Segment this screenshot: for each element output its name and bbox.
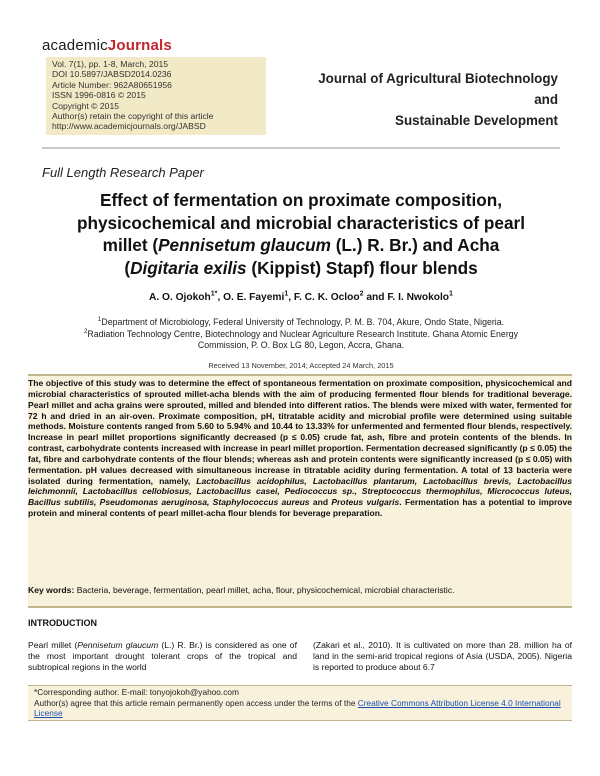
affiliation-2-text: Radiation Technology Centre, Biotechnology and Nuclear Agriculture Research Institute. Ghana Atomic Energy [87,328,519,339]
license-notice [34,698,570,719]
abstract-part-b: . Fermentation has a potential to improve protein and mineral contents of pearl millet-acha flour blends for beverage preparation. [28,497,572,519]
affiliation-1-text: Department of Microbiology, Federal University of Technology, P. M. B. 704, Akure, Ondo State, Nigeria. [101,317,505,327]
affiliation-2 [42,329,560,341]
abstract-and: and [309,497,332,508]
meta-volume: Vol. 7(1), pp. 1-8, March, 2015 [52,59,169,69]
journal-name-line1: Journal of Agricultural Biotechnology and [318,71,558,107]
intro-column-right: (Zakari et al., 2010). It is cultivated on more than 28. million ha of land in the semi-arid tropical regions of Asia (USDA, 2005). Nigeria is reported to produce about 6.7 [313,640,572,673]
title-line4 [42,257,560,280]
license-link[interactable]: Creative Commons Attribution License 4.0 International License [34,697,561,719]
affiliations [42,317,560,352]
keywords [28,585,572,595]
abstract-text [28,378,572,519]
author-ojokoh-affil: 1 [210,289,215,298]
author-nwokolo: F. I. Nwokolo [387,292,450,303]
publisher-logo[interactable] [42,37,172,54]
journal-name [300,68,558,131]
paper-type: Full Length Research Paper [42,165,204,180]
article-meta-box [46,57,266,135]
title-line1: Effect of fermentation on proximate composition, [99,190,503,210]
author-ocloo-affil: 2 [359,289,364,298]
meta-article-number: Article Number: 962A80651956 [52,79,172,90]
col1-a: Pearl millet ( [28,640,78,650]
title-species-pennisetum: Pennisetum glaucum [158,235,331,255]
abstract-organisms: Lactobacillus acidophilus, Lactobacillus plantarum, Lactobacillus brevis, Lactobacillus leichmonnii, Lactobacillus cellobiosus, Lactobacillus casei, Pediococcus sp., Streptococcus thermophilus, Micrococcus luteus, Bacillus subtilis, Pseudomonas aeruginosa, Staphylococcus aureus [28,475,572,508]
title-line4-b: (Kippist) Stapf) flour blends [246,257,478,278]
keywords-text: Bacteria, beverage, fermentation, pearl millet, acha, flour, physicochemical, microbial characteristic. [74,585,455,595]
abstract-part-a: The objective of this study was to determine the effect of spontaneous fermentation on proximate composition, physicochemical and microbial characteristics of sprouted millet-acha blends with the aim of producing fermented flour blends for traditional beverage. Pearl millet and acha grains were sprouted, milled and blended into different ratios. The blends were mixed with water, fermented for 72 h and dried in an air-oven. Proximate composition, pH, titratable acidity and microbial profile were determined using suitable methods. Moisture contents ranged from 5.60 to 5.94% and 10.44 to 13.33% for unfermented and fermented flour blends, respectively. Increase in pearl millet proportions significantly decreased (p ≤ 0.05) crude fat, ash, fibre and protein contents of the blends. In contrast, carbohydrate contents increased with increase in pearl millet proportion. Fermentation decreased significantly (p ≤ 0.05) the fat, fibre and carbohydrate contents of the flour blends; whereas ash and protein contents were significantly increased (p ≤ 0.05) with fermentation. pH values decreased with simultaneous increase in titratable acidity during fermentation. A total of 13 bacteria were isolated during fermentation, namely, [28,378,572,486]
title-line4-a: ( [124,257,131,278]
affiliation-1-sup: 1 [97,316,102,324]
meta-doi: DOI 10.5897/JABSD2014.0236 [52,69,172,80]
title-species-digitaria: Digitaria exilis [130,257,247,278]
author-list: A. O. Ojokoh$^{1*}$, O. E. Fayemi$^1$, F. C. K. Ocloo$^2$ and F. I. Nwokolo$^1$ [149,289,453,303]
col1-species: Pennisetum glaucum [77,640,159,650]
affiliation-1 [42,317,560,329]
title-line2: physicochemical and microbial characteristics of pearl [76,212,525,233]
meta-rights: Author(s) retain the copyright of this article [52,111,214,122]
corresponding-star: * [214,289,218,298]
author-ocloo: F. C. K. Ocloo [293,292,360,303]
paper-title [42,189,560,279]
keywords-label: Key words: [28,585,75,595]
corresponding-author-email[interactable]: *Corresponding author. E-mail: tonyojokoh@yahoo.com [34,687,239,697]
title-line3-a: millet ( [102,235,159,255]
intro-column-left [28,640,297,673]
journal-name-line2: Sustainable Development [395,113,558,128]
meta-issn: ISSN 1996-0816 © 2015 [52,90,146,101]
affiliation-2-cont: Commission, P. O. Box LG 80, Legon, Accra, Ghana. [197,340,405,350]
meta-copyright: Copyright © 2015 [52,100,120,111]
author-fayemi: O. E. Fayemi [223,292,285,303]
introduction-heading: INTRODUCTION [28,618,97,628]
header-divider [42,147,560,149]
author-fayemi-affil: 1 [284,289,289,298]
footnote-text [34,687,570,719]
abstract-last-organism: Proteus vulgaris [331,497,400,508]
logo-text-academic: academic [42,37,108,54]
title-line3 [42,234,560,257]
logo-text-journals: Journals [107,37,172,54]
author-ojokoh: A. O. Ojokoh [149,292,211,303]
received-dates: Received 13 November, 2014; Accepted 24 March, 2015 [208,361,394,370]
author-nwokolo-affil: 1 [449,289,453,298]
col1-b: (L.) R. Br.) is considered as one of the most important drought tolerant crops of the tropical and subtropical regions in the world [28,640,297,673]
license-text: Author(s) agree that this article remain permanently open access under the terms of the [34,697,358,708]
meta-url[interactable]: http://www.academicjournals.org/JABSD [52,121,206,132]
title-line3-b: (L.) R. Br.) and Acha [330,235,500,255]
affiliation-2-sup: 2 [83,327,88,335]
